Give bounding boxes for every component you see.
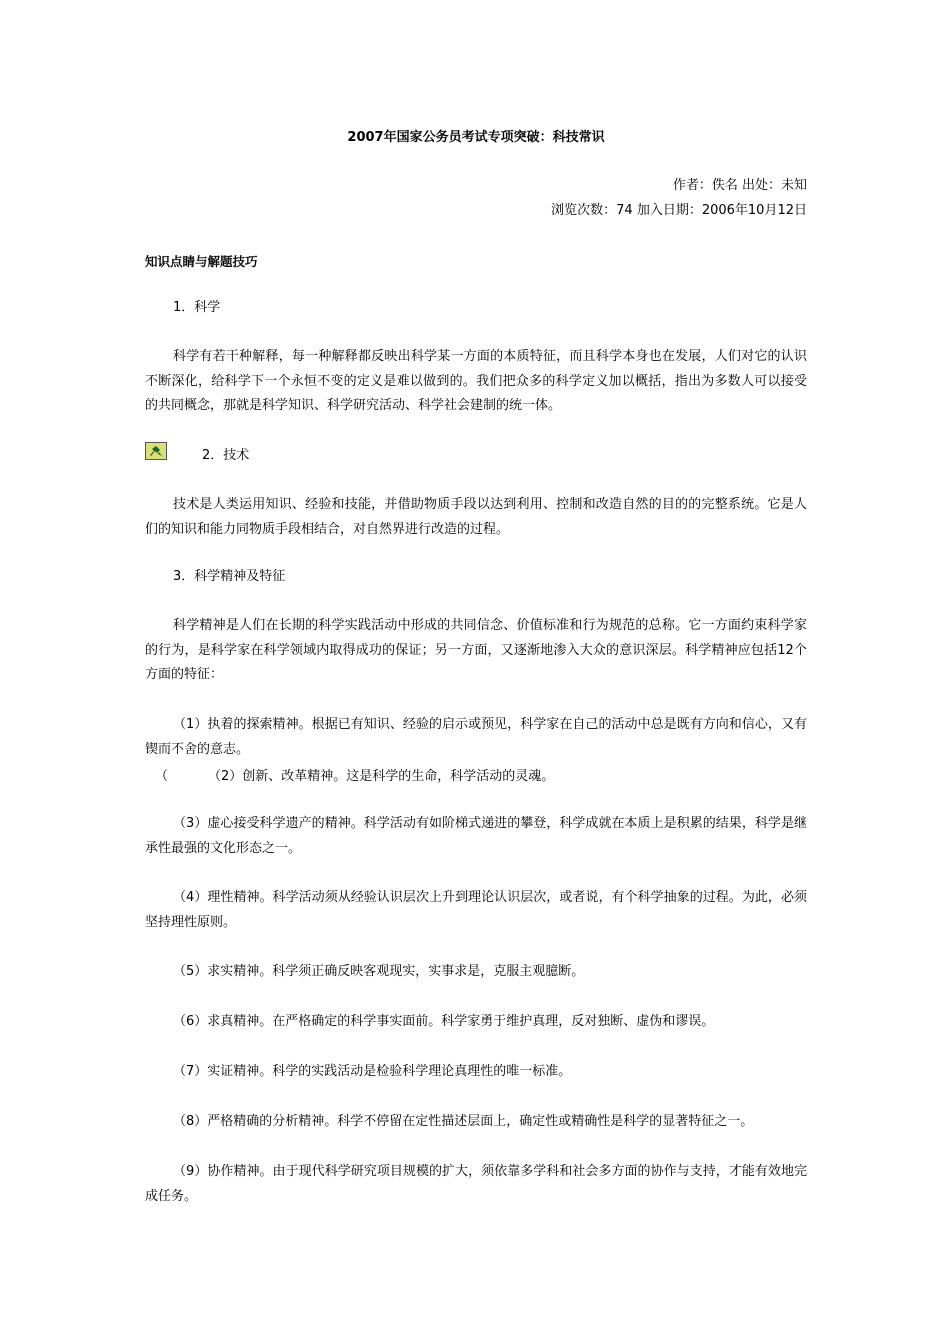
feature-8: （8）严格精确的分析精神。科学不停留在定性描述层面上，确定性或精确性是科学的显著特征之一。 — [173, 1114, 754, 1129]
science-paragraph: 科学有若干种解释，每一种解释都反映出科学某一方面的本质特征，而且科学本身也在发展，人们对它的认识不断深化，给科学下一个永恒不变的定义是难以做到的。我们把众多的科学定义加以概括，指出为多数人可以接受的共同概念，那就是科学知识、科学研究活动、科学社会建制的统一体。 — [145, 349, 807, 413]
feature-3: （3）虚心接受科学遗产的精神。科学活动有如阶梯式递进的攀登，科学成就在本质上是积累的结果，科学是继承性最强的文化形态之一。 — [145, 816, 807, 856]
tech-heading: 2．技术 — [202, 448, 250, 463]
tech-paragraph: 技术是人类运用知识、经验和技能，并借助物质手段以达到利用、控制和改造自然的目的的完整系统。它是人们的知识和能力同物质手段相结合，对自然界进行改造的过程。 — [145, 497, 807, 537]
section-heading: 知识点睛与解题技巧 — [145, 254, 258, 269]
stats-line: 浏览次数：74 加入日期：2006年10月12日 — [551, 203, 807, 218]
spirit-paragraph: 科学精神是人们在长期的科学实践活动中形成的共同信念、价值标准和行为规范的总称。它一方面约束科学家的行为，是科学家在科学领域内取得成功的保证；另一方面，又逐渐地渗入大众的意识深层。科学精神应包括12个方面的特征： — [145, 618, 807, 682]
stray-paren: （ — [155, 769, 169, 784]
feature-9: （9）协作精神。由于现代科学研究项目规模的扩大，须依靠多学科和社会多方面的协作与支持，才能有效地完成任务。 — [145, 1164, 807, 1204]
author-line: 作者：佚名 出处：未知 — [672, 178, 807, 193]
feature-2-line — [155, 767, 554, 787]
feature-7: （7）实证精神。科学的实践活动是检验科学理论真理性的唯一标准。 — [173, 1064, 572, 1079]
feature-6: （6）求真精神。在严格确定的科学事实面前。科学家勇于维护真理，反对独断、虚伪和谬误。 — [173, 1014, 715, 1029]
spirit-heading: 3．科学精神及特征 — [173, 569, 286, 584]
feature-4: （4）理性精神。科学活动须从经验认识层次上升到理论认识层次，或者说，有个科学抽象的过程。为此，必须坚持理性原则。 — [145, 890, 807, 930]
pen-bullet-icon — [145, 442, 167, 460]
document-title: 2007年国家公务员考试专项突破：科技常识 — [347, 130, 605, 145]
feature-5: （5）求实精神。科学须正确反映客观现实，实事求是，克服主观臆断。 — [173, 964, 585, 979]
feature-1: （1）执着的探索精神。根据已有知识、经验的启示或预见，科学家在自己的活动中总是既有方向和信心，又有锲而不舍的意志。 — [145, 717, 807, 757]
feature-2: （2）创新、改革精神。这是科学的生命，科学活动的灵魂。 — [208, 769, 555, 784]
science-heading: 1．科学 — [173, 300, 221, 315]
